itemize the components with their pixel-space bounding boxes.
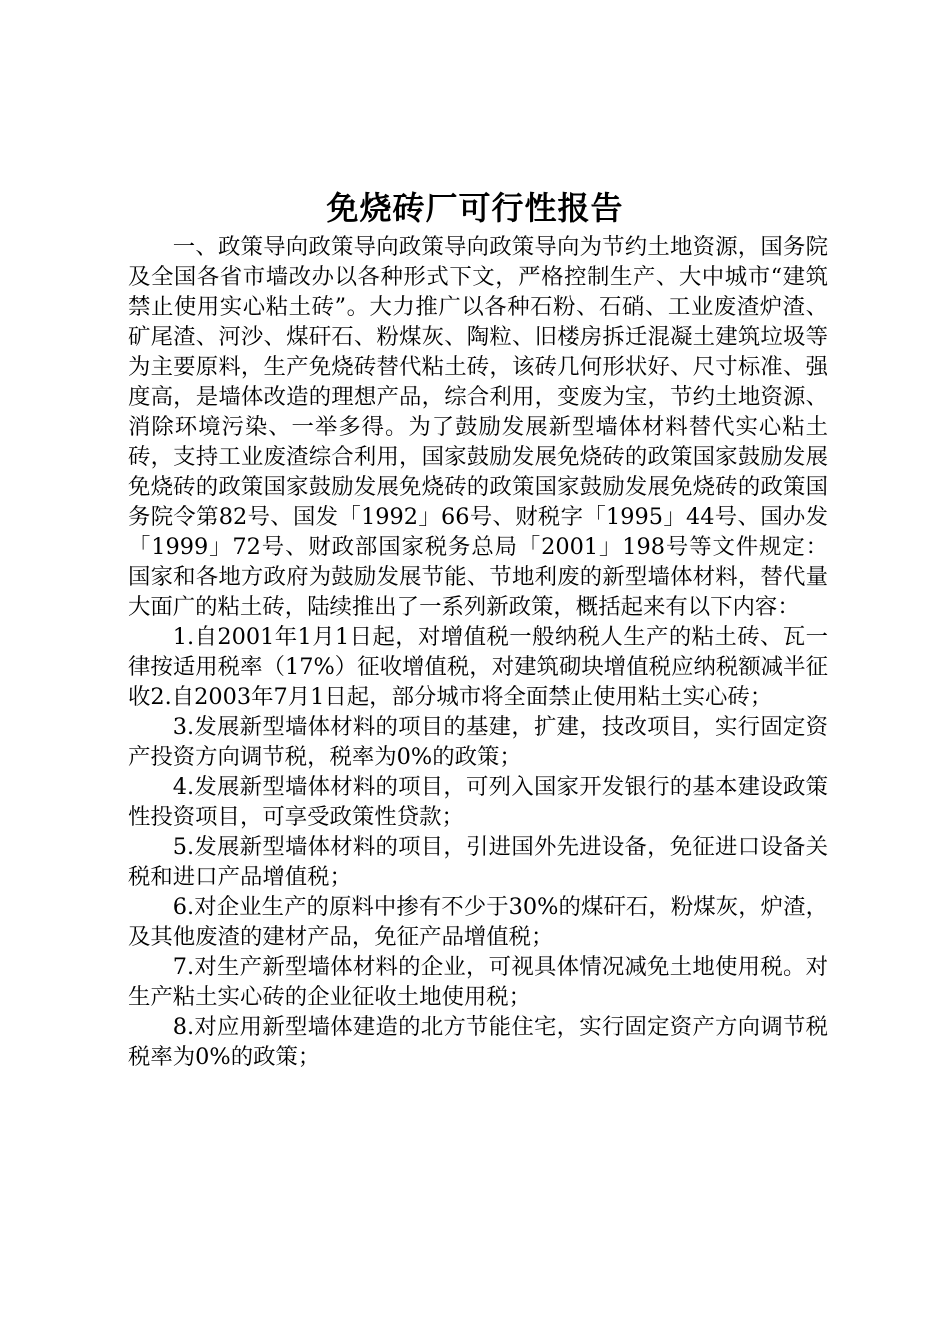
paragraph-item-6: 6.对企业生产的原料中掺有不少于30%的煤矸石，粉煤灰，炉渣，及其他废渣的建材产品，免征产品增值税； bbox=[128, 894, 828, 950]
paragraph-policy-intro: 一、政策导向政策导向政策导向政策导向为节约土地资源，国务院及全国各省市墙改办以各种形式下文，严格控制生产、大中城市“建筑禁止使用实心粘土砖”。大力推广以各种石粉、石硝、工业废渣炉渣、矿尾渣、河沙、煤矸石、粉煤灰、陶粒、旧楼房拆迁混凝土建筑垃圾等为主要原料，生产免烧砖替代粘土砖，该砖几何形状好、尺寸标准、强度高，是墙体改造的理想产品，综合利用，变废为宝，节约土地资源、消除环境污染、一举多得。为了鼓励发展新型墙体材料替代实心粘土砖，支持工业废渣综合利用，国家鼓励发展免烧砖的政策国家鼓励发展免烧砖的政策国家鼓励发展免烧砖的政策国家鼓励发展免烧砖的政策国务院令第82号、国发「1992」66号、财税字「1995」44号、国办发「1999」72号、财政部国家税务总局「2001」198号等文件规定：国家和各地方政府为鼓励发展节能、节地利废的新型墙体材料，替代量大面广的粘土砖，陆续推出了一系列新政策，概括起来有以下内容： bbox=[128, 234, 828, 620]
paragraph-item-7: 7.对生产新型墙体材料的企业，可视具体情况减免土地使用税。对生产粘土实心砖的企业征收土地使用税； bbox=[128, 954, 828, 1010]
document-title: 免烧砖厂可行性报告 bbox=[326, 189, 624, 227]
document-body bbox=[128, 232, 828, 1072]
paragraph-item-3: 3.发展新型墙体材料的项目的基建，扩建，技改项目，实行固定资产投资方向调节税，税率为0%的政策； bbox=[128, 714, 828, 770]
paragraph-item-4: 4.发展新型墙体材料的项目，可列入国家开发银行的基本建设政策性投资项目，可享受政策性贷款； bbox=[128, 774, 828, 830]
paragraph-item-8: 8.对应用新型墙体建造的北方节能住宅，实行固定资产方向调节税税率为0%的政策； bbox=[128, 1014, 828, 1070]
paragraph-item-1-2: 1.自2001年1月1日起，对增值税一般纳税人生产的粘土砖、瓦一律按适用税率（17%）征收增值税，对建筑砌块增值税应纳税额减半征收2.自2003年7月1日起，部分城市将全面禁止使用粘土实心砖； bbox=[128, 624, 828, 710]
paragraph-item-5: 5.发展新型墙体材料的项目，引进国外先进设备，免征进口设备关税和进口产品增值税； bbox=[128, 834, 828, 890]
